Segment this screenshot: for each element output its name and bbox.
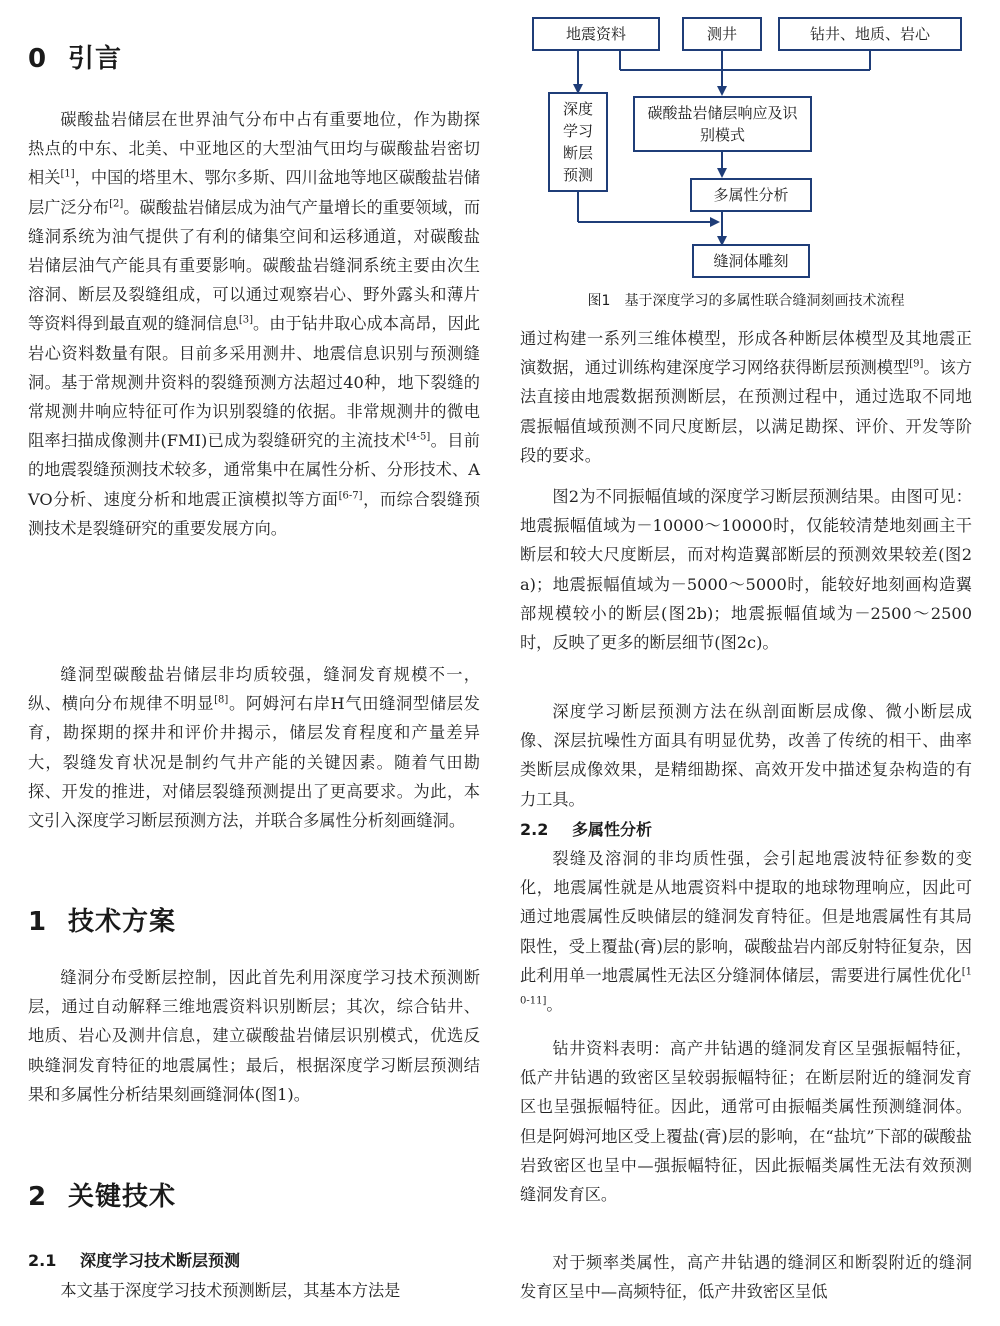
multi-attr-paragraph-3: 对于频率类属性，高产井钻遇的缝洞区和断裂附近的缝洞发育区呈中—高频特征，低产井致密区呈低: [520, 1253, 972, 1302]
subsection-2-2-heading: [520, 819, 652, 841]
dl-advantage-paragraph: 深度学习断层预测方法在纵剖面断层成像、微小断层成像、深层抗噪性方面具有明显优势，改善了传统的相干、曲率类断层成像效果，是精细勘探、高效开发中描述复杂构造的有力工具。: [520, 702, 972, 809]
section-2-heading: [28, 1180, 176, 1214]
subsection-title: 深度学习技术断层预测: [80, 1251, 241, 1270]
figure-1-caption: 图1 基于深度学习的多属性联合缝洞刻画技术流程: [587, 293, 905, 309]
box-well-logging: 测井: [682, 17, 762, 51]
citation[interactable]: [1]: [60, 169, 75, 181]
citation[interactable]: [6-7]: [338, 490, 363, 502]
section-number: 1: [28, 907, 48, 937]
intro-paragraph-1: 碳酸盐岩储层在世界油气分布中占有重要地位，作为勘探热点的中东、北美、中亚地区的大型油气田均与碳酸盐岩密切相关[1]，中国的塔里木、鄂尔多斯、四川盆地等地区碳酸盐岩储层广泛分布[2]。碳酸盐岩储层成为油气产量增长的重要领域，而缝洞系统为油气提供了有利的储集空间和运移通道，对碳酸盐岩储层油气产能具有重要影响。碳酸盐岩缝洞系统主要由次生溶洞、断层及裂缝组成，可以通过观察岩心、野外露头和薄片等资料得到最直观的缝洞信息[3]。由于钻井取心成本高昂，因此岩心资料数量有限。目前多采用测井、地震信息识别与预测缝洞。基于常规测井资料的裂缝预测方法超过40种，地下裂缝的常规测井响应特征可作为识别裂缝的依据。非常规测井的微电阻率扫描成像测井(FMI)已成为裂缝研究的主流技术[4-5]。目前的地震裂缝预测技术较多，通常集中在属性分析、分形技术、AVO分析、速度分析和地震正演模拟等方面[6-7]，而综合裂缝预测技术是裂缝研究的重要发展方向。: [28, 110, 481, 538]
section-0-heading: [28, 42, 122, 76]
citation[interactable]: [9]: [909, 358, 924, 370]
box-seismic-data: 地震资料: [532, 17, 660, 51]
section-number: 2: [28, 1182, 48, 1212]
citation[interactable]: [2]: [109, 198, 124, 210]
citation[interactable]: [10-11]: [520, 966, 972, 1007]
box-deep-learning-fault: 深度学习断层预测: [548, 92, 608, 192]
citation[interactable]: [8]: [214, 694, 229, 706]
section-1-heading: [28, 905, 176, 939]
amplitude-results-paragraph: 图2为不同振幅值域的深度学习断层预测结果。由图可见：地震振幅值域为－10000～10000时，仅能较清楚地刻画主干断层和较大尺度断层，而对构造翼部断层的预测效果较差(图2a)；地震振幅值域为－5000～5000时，能较好地刻画构造翼部规模较小的断层(图2b)；地震振幅值域为－2500～2500时，反映了更多的断层细节(图2c)。: [520, 487, 972, 653]
section-title: 技术方案: [68, 907, 177, 937]
box-carbonate-response-mode: 碳酸盐岩储层响应及识别模式: [633, 96, 812, 152]
subsection-number: 2.2: [520, 820, 549, 839]
scheme-paragraph: 缝洞分布受断层控制，因此首先利用深度学习技术预测断层，通过自动解释三维地震资料识别断层；其次，综合钻井、地质、岩心及测井信息，建立碳酸盐岩储层识别模式，优选反映缝洞发育特征的地震属性；最后，根据深度学习断层预测结果和多属性分析结果刻画缝洞体(图1)。: [28, 968, 480, 1104]
subsection-title: 多属性分析: [572, 820, 653, 839]
box-multi-attribute: 多属性分析: [690, 178, 812, 212]
subsection-number: 2.1: [28, 1251, 57, 1270]
multi-attr-paragraph-2: 钻井资料表明：高产井钻遇的缝洞发育区呈强振幅特征，低产井钻遇的致密区呈较弱振幅特征；在断层附近的缝洞发育区也呈强振幅特征。因此，通常可由振幅类属性预测缝洞体。但是阿姆河地区受上覆盐(膏)层的影响，在“盐坑”下部的碳酸盐岩致密区也呈中—强振幅特征，因此振幅类属性无法有效预测缝洞发育区。: [520, 1039, 972, 1205]
citation[interactable]: [3]: [238, 315, 253, 327]
dl-fault-paragraph: 本文基于深度学习技术预测断层，其基本方法是: [60, 1281, 401, 1300]
section-number: 0: [28, 44, 48, 74]
citation[interactable]: [4-5]: [406, 431, 431, 443]
intro-paragraph-2: 缝洞型碳酸盐岩储层非均质较强，缝洞发育规模不一，纵、横向分布规律不明显[8]。阿姆河右岸H气田缝洞型储层发育，勘探期的探井和评价井揭示，储层发育程度和产量差异大，裂缝发育状况是制约气井产能的关键因素。随着气田勘探、开发的推进，对储层裂缝预测提出了更高要求。为此，本文引入深度学习断层预测方法，并联合多属性分析刻画缝洞。: [28, 665, 480, 831]
figure-1-flowchart: [520, 0, 972, 286]
section-title: 关键技术: [68, 1182, 177, 1212]
box-fracture-vug-carving: 缝洞体雕刻: [692, 244, 810, 278]
section-title: 引言: [68, 44, 123, 74]
box-drill-geology-core: 钻井、地质、岩心: [778, 17, 962, 51]
dl-continued-paragraph: 通过构建一系列三维体模型，形成各种断层体模型及其地震正演数据，通过训练构建深度学习网络获得断层预测模型[9]。该方法直接由地震数据预测断层，在预测过程中，通过选取不同地震振幅值域预测不同尺度断层，以满足勘探、评价、开发等阶段的要求。: [520, 329, 973, 465]
multi-attr-paragraph-1: 裂缝及溶洞的非均质性强，会引起地震波特征参数的变化，地震属性就是从地震资料中提取的地球物理响应，因此可通过地震属性反映储层的缝洞发育特征。但是地震属性有其局限性，受上覆盐(膏)层的影响，碳酸盐岩内部反射特征复杂，因此利用单一地震属性无法区分缝洞体储层，需要进行属性优化[10-11]。: [520, 849, 972, 1015]
subsection-2-1-heading: [28, 1250, 240, 1272]
